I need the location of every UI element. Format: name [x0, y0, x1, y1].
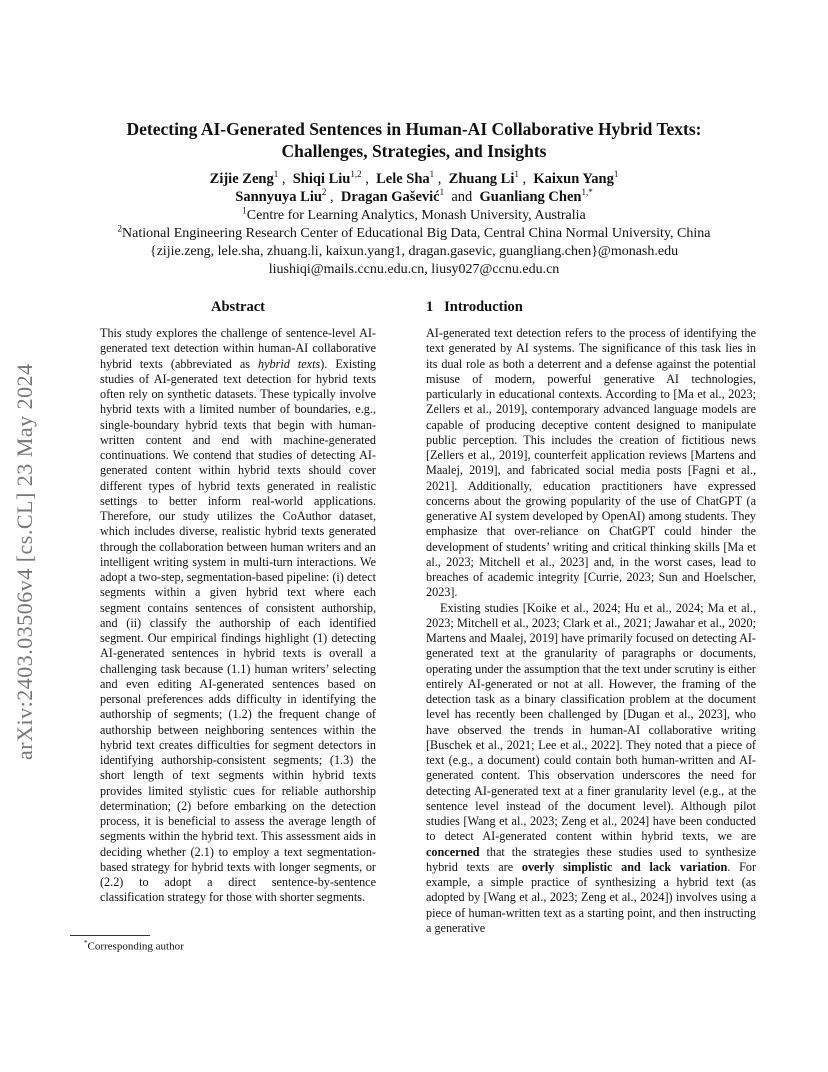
abstract-heading: Abstract	[211, 299, 265, 315]
affiliation-sup: 2	[117, 223, 122, 234]
author-name: Zhuang Li	[448, 171, 515, 187]
email-line-2: liushiqi@mails.ccnu.edu.cn, liusy027@ccnu.edu.cn	[268, 262, 560, 277]
intro-paragraph-1: AI-generated text detection refers to the process of identifying the text generated by AI systems. The significance of this task lies in its dual role as both a deterrent and a defense against the potential misuse of modern, powerful generative AI technologies, particularly in educational contexts. According to [Ma et al., 2023; Zellers et al., 2019], contemporary advanced language models are capable of producing deceptive content designed to manipulate public perception. This includes the creation of fictitious news [Zellers et al., 2019], counterfeit application reviews [Martens and Maalej, 2019], and fabricated social media posts [Fagni et al., 2021]. Additionally, education practitioners have expressed concerns about the growing popularity of the use of ChatGPT (a generative AI system developed by OpenAI) among students. They emphasize that over-reliance on ChatGPT could hinder the development of students’ writing and critical thinking skills [Ma et al., 2023; Mitchell et al., 2023] and, in the worst cases, lead to breaches of academic integrity [Currie, 2023; Sun and Hoelscher, 2023].	[426, 326, 756, 600]
author-name: Dragan Gašević	[340, 189, 440, 205]
footnote-text: Corresponding author	[87, 940, 184, 953]
title-line-1: Detecting AI-Generated Sentences in Human-AI Collaborative Hybrid Texts:	[126, 119, 702, 139]
author-sup: 2	[321, 187, 327, 198]
footnote-rule	[70, 935, 150, 936]
author-sup: 1	[613, 169, 619, 180]
affiliation-sup: 1	[242, 205, 247, 216]
intro-text: . For example, a simple practice of synthesizing a hybrid text (as adopted by [Wang et al., 2023; Zeng et al., 2024]) involves using a piece of human-written text as a starting point, and then instructing a generative	[426, 859, 756, 935]
intro-bold: concerned	[426, 844, 480, 859]
introduction-column	[426, 298, 756, 936]
section-number: 1	[426, 299, 434, 315]
footnote-mark: *	[84, 939, 88, 947]
intro-text: Existing studies [Koike et al., 2024; Hu et al., 2024; Ma et al., 2023; Mitchell et al., 2023; Clark et al., 2021; Jawahar et al., 2020; Martens and Maalej, 2019] have primarily focused on detecting AI-generated text at the granularity of paragraphs or documents, operating under the assumption that the text under scrutiny is either entirely AI-generated or not at all. However, the framing of the detection task as a binary classification problem at the document level has recently been challenged by [Dugan et al., 2023], who have observed the trends in human-AI collaborative writing [Buschek et al., 2021; Lee et al., 2022]. They noted that a piece of text (e.g., a document) could contain both human-written and AI-generated content. This observation underscores the need for detecting AI-generated text at a finer granularity level (e.g., at the sentence level instead of the document level). Although pilot studies [Wang et al., 2023; Zeng et al., 2024] have been conducted to detect AI-generated content within hybrid texts, we are	[426, 600, 756, 844]
author-sup: 1	[273, 169, 279, 180]
intro-bold: overly simplistic and lack variation	[521, 859, 728, 874]
affiliations	[20, 207, 808, 279]
affiliation-1	[20, 207, 808, 225]
intro-paragraph-2	[426, 601, 756, 937]
affiliation-2	[20, 225, 808, 243]
author-sup: 1,*	[581, 187, 593, 198]
author-sup: 1,2	[350, 169, 362, 180]
footnote	[84, 939, 184, 953]
abstract-text: ). Existing studies of AI-generated text detection for hybrid texts often rely on synthetic datasets. These typically involve hybrid texts with a limited number of boundaries, e.g., single-boundary hybrid texts that begin with human-written content and end with machine-generated continuations. We contend that studies of detecting AI-generated content within hybrid texts should cover different types of hybrid texts generated in realistic settings to better inform real-world applications. Therefore, our study utilizes the CoAuthor dataset, which includes diverse, realistic hybrid texts generated through the collaboration between human writers and an intelligent writing system in multi-turn interactions. We adopt a two-step, segmentation-based pipeline: (i) detect segments within a given hybrid text where each segment contains sentences of consistent authorship, and (ii) classify the authorship of each identified segment. Our empirical findings highlight (1) detecting AI-generated sentences in hybrid texts is overall a challenging task because (1.1) human writers’ selecting and even editing AI-generated sentences based on personal preferences adds difficulty in identifying the authorship of segments; (1.2) the frequent change of authorship between neighboring sentences within the hybrid text creates difficulties for segment detectors in identifying authorship-consistent segments; (1.3) the short length of text segments within hybrid texts provides limited stylistic cues for reliable authorship determination; (2) before embarking on the detection process, it is beneficial to assess the average length of segments within the hybrid text. This assessment aids in deciding whether (2.1) to employ a text segmentation-based strategy for hybrid texts with longer segments, or (2.2) to adopt a direct sentence-by-sentence classification strategy for those with shorter segments.	[100, 356, 376, 905]
author-row-2: Sannyuya Liu$^2$ , Dragan Gašević$^1$ and Guanliang Chen$^{1,*}$	[235, 187, 593, 205]
abstract-column	[100, 298, 376, 906]
affiliation-text: National Engineering Research Center of Educational Big Data, Central China Normal University, China	[122, 226, 711, 241]
section-title: Introduction	[444, 299, 523, 315]
affiliation-text: Centre for Learning Analytics, Monash University, Australia	[246, 208, 586, 223]
author-name: Lele Sha	[376, 171, 430, 187]
author-name: Kaixun Yang	[533, 171, 614, 187]
email-line-1: {zijie.zeng, lele.sha, zhuang.li, kaixun.yang1, dragan.gasevic, guangliang.chen}@monash.edu	[149, 244, 679, 259]
paper-title	[60, 118, 768, 162]
author-list	[40, 170, 788, 206]
intro-text: that the strategies these studies used to synthesize hybrid texts are	[426, 844, 756, 874]
author-name: Zijie Zeng	[209, 171, 274, 187]
author-sup: 1	[514, 169, 519, 180]
author-sup: 1	[439, 187, 445, 198]
title-line-2: Challenges, Strategies, and Insights	[281, 141, 547, 161]
author-name: Guanliang Chen	[479, 189, 582, 205]
author-name: Sannyuya Liu	[235, 189, 322, 205]
arxiv-identifier: arXiv:2403.03506v4 [cs.CL] 23 May 2024	[12, 363, 37, 760]
abstract-paragraph	[100, 326, 376, 906]
author-row-1: Zijie Zeng$^1$ , Shiqi Liu$^{1,2}$ , Lele Sha$^1$ , Zhuang Li$^1$ , Kaixun Yang$^1$	[209, 169, 619, 187]
introduction-heading	[426, 298, 756, 316]
author-sup: 1	[429, 169, 435, 180]
author-and: and	[451, 189, 473, 205]
author-name: Shiqi Liu	[292, 171, 351, 187]
abstract-emphasis: hybrid texts	[258, 356, 321, 371]
abstract-text: This study explores the challenge of sentence-level AI-generated text detection within human-AI collaborative hybrid texts (abbreviated as	[100, 326, 376, 371]
